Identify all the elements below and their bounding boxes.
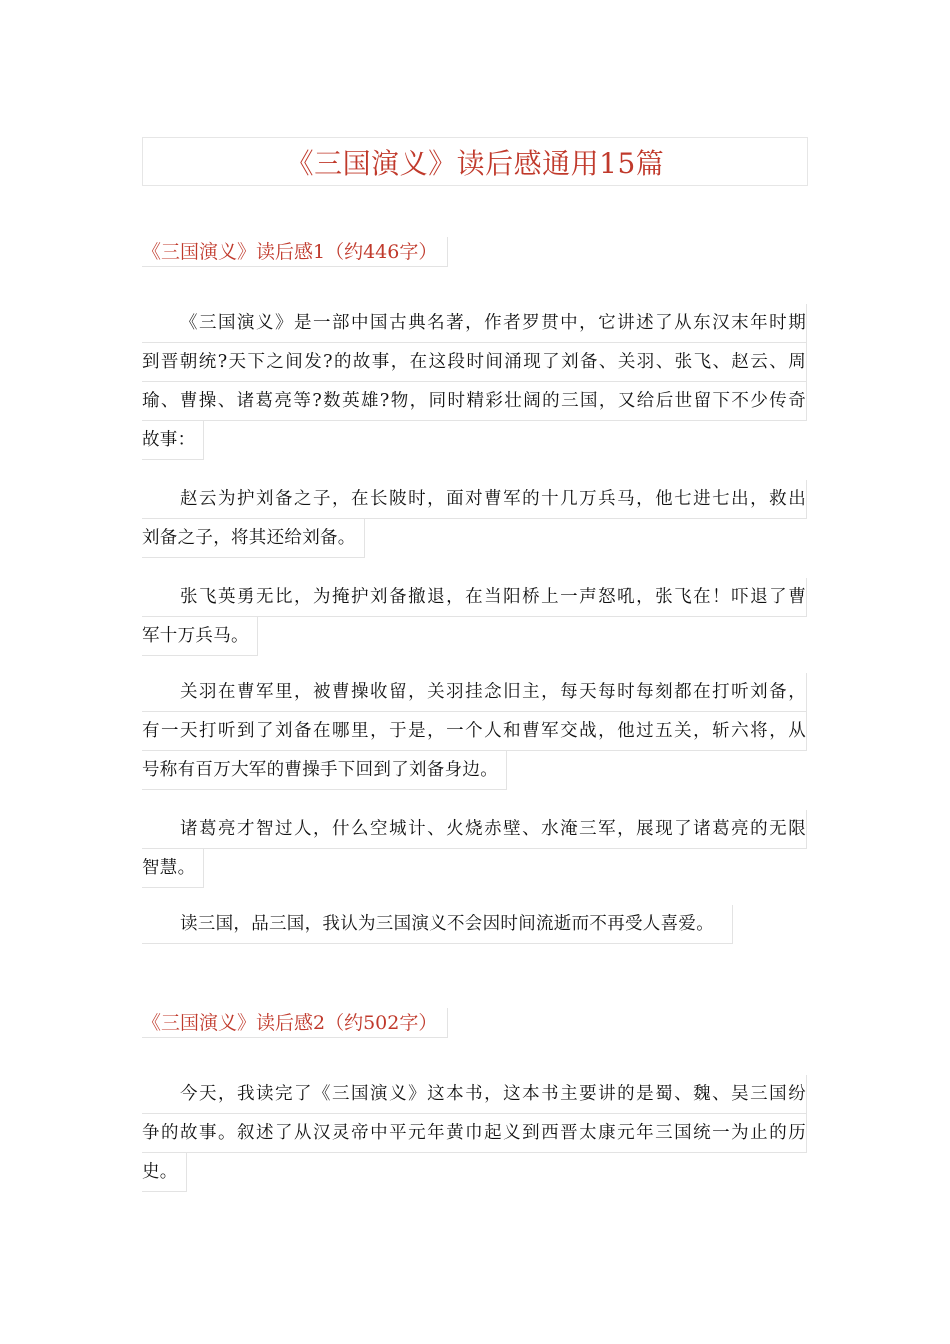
text-line: 刘备之子，将其还给刘备。 [142, 519, 365, 558]
text-line: 有一天打听到了刘备在哪里，于是，一个人和曹军交战，他过五关，斩六将，从 [142, 712, 807, 751]
text-line: 史。 [142, 1153, 187, 1192]
document-title: 《三国演义》读后感通用15篇 [285, 147, 665, 180]
text-line: 号称有百万大军的曹操手下回到了刘备身边。 [142, 751, 507, 790]
text-line: 争的故事。叙述了从汉灵帝中平元年黄巾起义到西晋太康元年三国统一为止的历 [142, 1114, 807, 1153]
text-line: 关羽在曹军里，被曹操收留，关羽挂念旧主，每天每时每刻都在打听刘备， [142, 673, 807, 712]
paragraph [142, 905, 807, 949]
text-line: 读三国，品三国，我认为三国演义不会因时间流逝而不再受人喜爱。 [142, 905, 733, 944]
text-line: 今天，我读完了《三国演义》这本书，这本书主要讲的是蜀、魏、吴三国纷 [142, 1075, 807, 1114]
section-heading-1: 《三国演义》读后感1（约446字） [142, 237, 448, 267]
title-box [142, 137, 808, 186]
section-heading-2: 《三国演义》读后感2（约502字） [142, 1008, 448, 1038]
paragraph [142, 1075, 807, 1197]
text-line: 瑜、曹操、诸葛亮等?数英雄?物，同时精彩壮阔的三国，又给后世留下不少传奇 [142, 382, 807, 421]
text-line: 《三国演义》是一部中国古典名著，作者罗贯中，它讲述了从东汉末年时期 [142, 304, 807, 343]
paragraph [142, 578, 807, 661]
text-line: 智慧。 [142, 849, 204, 888]
paragraph [142, 304, 807, 465]
text-line: 张飞英勇无比，为掩护刘备撤退，在当阳桥上一声怒吼，张飞在！吓退了曹 [142, 578, 807, 617]
text-line: 故事： [142, 421, 204, 460]
paragraph [142, 810, 807, 893]
text-line: 到晋朝统?天下之间发?的故事，在这段时间涌现了刘备、关羽、张飞、赵云、周 [142, 343, 807, 382]
paragraph [142, 673, 807, 795]
text-line: 诸葛亮才智过人，什么空城计、火烧赤壁、水淹三军，展现了诸葛亮的无限 [142, 810, 807, 849]
text-line: 赵云为护刘备之子，在长陂时，面对曹军的十几万兵马，他七进七出，救出 [142, 480, 807, 519]
paragraph [142, 480, 807, 563]
text-line: 军十万兵马。 [142, 617, 258, 656]
